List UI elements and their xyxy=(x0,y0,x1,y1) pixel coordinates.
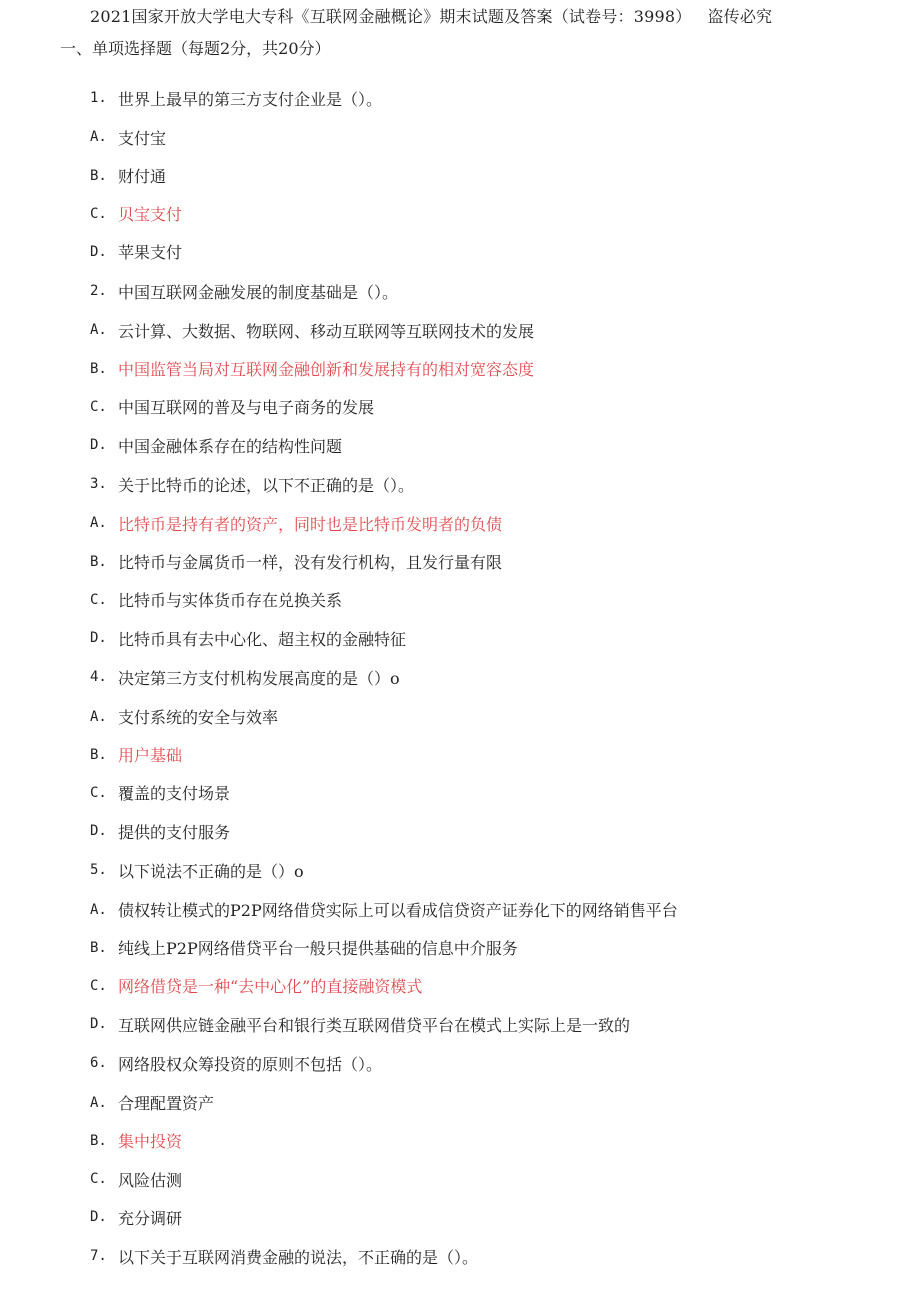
question-stem xyxy=(90,657,890,697)
question-number: 1. xyxy=(90,90,107,107)
answer-option xyxy=(90,233,890,271)
answer-option-correct xyxy=(90,736,890,774)
option-text: 中国金融体系存在的结构性问题 xyxy=(118,436,343,456)
option-text: 比特币是持有者的资产，同时也是比特币发明者的负债 xyxy=(118,514,503,534)
question-stem xyxy=(90,1236,890,1276)
answer-option-correct xyxy=(90,504,890,542)
answer-option xyxy=(90,543,890,581)
option-text: 纯线上P2P网络借贷平台一般只提供基础的信息中介服务 xyxy=(118,939,518,959)
question-text: 决定第三方支付机构发展高度的是（）o xyxy=(118,668,400,688)
answer-option-correct xyxy=(90,195,890,233)
option-text: 风险估测 xyxy=(118,1170,183,1190)
option-text: 提供的支付服务 xyxy=(118,822,231,842)
question-text: 世界上最早的第三方支付企业是（）。 xyxy=(118,89,383,109)
question-text: 关于比特币的论述，以下不正确的是（）。 xyxy=(118,475,415,495)
option-letter: B. xyxy=(90,167,107,184)
option-text: 中国互联网的普及与电子商务的发展 xyxy=(118,398,375,418)
question-number: 7. xyxy=(90,1248,107,1265)
option-letter: C. xyxy=(90,1171,107,1187)
option-text: 支付宝 xyxy=(118,128,167,148)
option-letter: D. xyxy=(90,1209,107,1226)
option-letter: B. xyxy=(90,939,107,956)
answer-option-correct xyxy=(90,967,890,1005)
question-stem xyxy=(90,271,890,311)
option-text: 苹果支付 xyxy=(118,243,183,263)
question-number: 3. xyxy=(90,476,107,493)
option-letter: C. xyxy=(90,591,107,608)
question-number: 6. xyxy=(90,1055,107,1072)
question-number: 2. xyxy=(90,283,107,300)
option-text: 债权转让模式的P2P网络借贷实际上可以看成信贷资产证券化下的网络销售平台 xyxy=(118,901,678,921)
question-number: 4. xyxy=(90,669,107,686)
answer-option xyxy=(90,812,890,850)
option-text: 网络借贷是一种“去中心化”的直接融资模式 xyxy=(118,977,423,997)
option-text: 支付系统的安全与效率 xyxy=(118,708,279,728)
answer-option xyxy=(90,1198,890,1236)
answer-option-correct xyxy=(90,1122,890,1160)
answer-option xyxy=(90,1005,890,1043)
option-text: 比特币与金属货币一样，没有发行机构，且发行量有限 xyxy=(118,553,503,573)
question-text: 网络股权众筹投资的原则不包括（）。 xyxy=(118,1054,383,1074)
option-letter: C. xyxy=(90,784,107,801)
option-letter: B. xyxy=(90,1132,107,1149)
option-letter: C. xyxy=(90,977,107,994)
option-letter: D. xyxy=(90,243,107,260)
option-letter: D. xyxy=(90,437,107,453)
option-text: 覆盖的支付场景 xyxy=(118,784,231,804)
copyright-notice: 盗传必究 xyxy=(707,7,773,26)
option-text: 集中投资 xyxy=(118,1132,183,1152)
answer-option xyxy=(90,426,890,464)
option-text: 充分调研 xyxy=(118,1208,183,1228)
option-text: 财付通 xyxy=(118,167,167,187)
option-letter: B. xyxy=(90,553,107,570)
option-text: 贝宝支付 xyxy=(118,205,183,225)
option-letter: D. xyxy=(90,823,107,840)
question-text: 中国互联网金融发展的制度基础是（）。 xyxy=(118,282,399,302)
option-text: 互联网供应链金融平台和银行类互联网借贷平台在模式上实际上是一致的 xyxy=(118,1015,631,1035)
answer-option xyxy=(90,118,890,156)
option-letter: A. xyxy=(90,1094,107,1111)
answer-option xyxy=(90,929,890,967)
option-letter: C. xyxy=(90,398,107,415)
option-letter: B. xyxy=(90,746,107,763)
option-text: 云计算、大数据、物联网、移动互联网等互联网技术的发展 xyxy=(118,321,535,341)
answer-option xyxy=(90,581,890,619)
answer-option xyxy=(90,774,890,812)
option-letter: A. xyxy=(90,322,107,339)
question-stem xyxy=(90,78,890,118)
option-letter: A. xyxy=(90,901,107,918)
answer-option-correct xyxy=(90,350,890,388)
option-text: 比特币与实体货币存在兑换关系 xyxy=(118,591,343,611)
answer-option xyxy=(90,311,890,349)
answer-option xyxy=(90,890,890,928)
answer-option xyxy=(90,697,890,735)
option-text: 合理配置资产 xyxy=(118,1094,215,1114)
answer-option xyxy=(90,1084,890,1122)
option-text: 中国监管当局对互联网金融创新和发展持有的相对宽容态度 xyxy=(118,360,535,380)
question-stem xyxy=(90,464,890,504)
answer-option xyxy=(90,156,890,194)
section-heading: 一、单项选择题（每题2分，共20分） xyxy=(60,39,331,58)
document-title: 2021国家开放大学电大专科《互联网金融概论》期末试题及答案（试卷号：3998） xyxy=(90,7,692,26)
option-letter: C. xyxy=(90,205,107,222)
question-stem xyxy=(90,850,890,890)
option-text: 用户基础 xyxy=(118,746,183,766)
option-letter: B. xyxy=(90,360,107,377)
document-title-line xyxy=(90,6,772,28)
option-letter: D. xyxy=(90,630,107,647)
option-letter: A. xyxy=(90,515,107,532)
option-letter: A. xyxy=(90,708,107,725)
option-letter: A. xyxy=(90,129,107,146)
option-letter: D. xyxy=(90,1016,107,1033)
question-text: 以下关于互联网消费金融的说法，不正确的是（）。 xyxy=(118,1247,479,1267)
option-text: 比特币具有去中心化、超主权的金融特征 xyxy=(118,629,407,649)
question-stem xyxy=(90,1043,890,1083)
answer-option xyxy=(90,619,890,657)
question-number: 5. xyxy=(90,862,107,879)
question-text: 以下说法不正确的是（）o xyxy=(118,861,304,881)
answer-option xyxy=(90,388,890,426)
question-list xyxy=(90,78,890,1277)
answer-option xyxy=(90,1160,890,1198)
